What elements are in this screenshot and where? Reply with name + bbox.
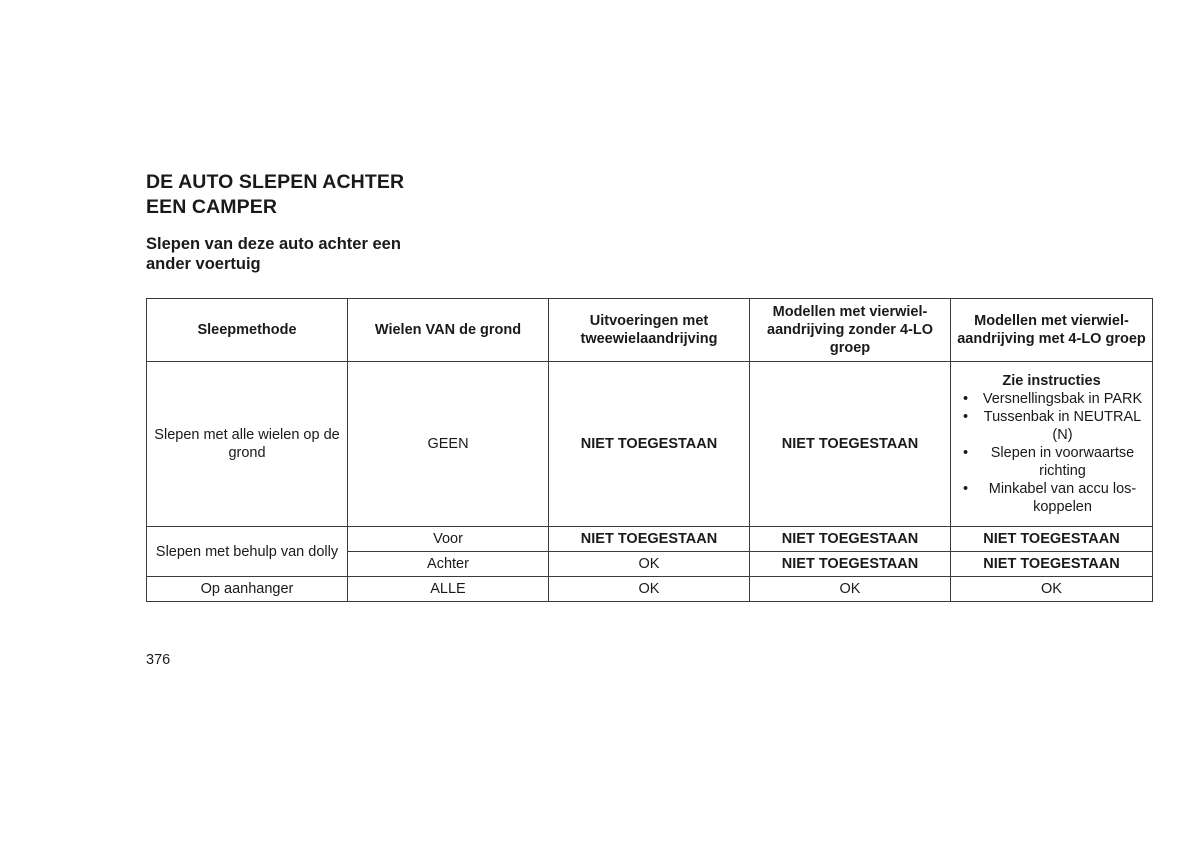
list-item: • Slepen in voorwaartse richting — [963, 445, 1135, 479]
cell-method-dolly: Slepen met behulp van dolly — [147, 527, 348, 577]
cell-wheels-dolly-rear: Achter — [348, 552, 549, 577]
sub-title-line-1: Slepen van deze auto achter een — [146, 235, 401, 253]
table-row — [147, 577, 1153, 602]
list-item: • Tussenbak in NEUTRAL (N) — [963, 409, 1142, 443]
cell-wheels-all-wheels: GEEN — [348, 362, 549, 527]
page-number: 376 — [146, 652, 171, 668]
bullet-icon: • — [963, 445, 969, 461]
cell-4wd-no-lo-all-wheels: NIET TOEGESTAAN — [750, 362, 951, 527]
header-four-wheel-drive-4lo: Modellen met vierwiel-aandrijving met 4-LO groep — [951, 299, 1153, 362]
list-item: • Versnellingsbak in PARK — [963, 391, 1143, 407]
list-item: • Minkabel van accu los-koppelen — [963, 481, 1137, 515]
cell-2wd-trailer: OK — [549, 577, 750, 602]
cell-4wd-lo-dolly-front: NIET TOEGESTAAN — [951, 527, 1153, 552]
section-title — [146, 170, 404, 220]
header-wheels-off-ground: Wielen VAN de grond — [348, 299, 549, 362]
cell-wheels-trailer: ALLE — [348, 577, 549, 602]
cell-4wd-lo-instructions — [951, 362, 1153, 527]
bullet-icon: • — [963, 409, 969, 425]
table-header-row — [147, 299, 1153, 362]
cell-4wd-no-lo-dolly-front: NIET TOEGESTAAN — [750, 527, 951, 552]
section-title-line-2: EEN CAMPER — [146, 196, 278, 218]
bullet-icon: • — [963, 481, 969, 497]
sub-title-line-2: ander voertuig — [146, 255, 261, 273]
instructions-list — [957, 390, 1146, 516]
cell-4wd-lo-dolly-rear: NIET TOEGESTAAN — [951, 552, 1153, 577]
table-row — [147, 527, 1153, 552]
towing-table — [146, 298, 1153, 602]
sub-title — [146, 234, 401, 274]
cell-4wd-no-lo-dolly-rear: NIET TOEGESTAAN — [750, 552, 951, 577]
instructions-title: Zie instructies — [1002, 373, 1101, 389]
cell-4wd-no-lo-trailer: OK — [750, 577, 951, 602]
table-row — [147, 362, 1153, 527]
cell-2wd-all-wheels: NIET TOEGESTAAN — [549, 362, 750, 527]
bullet-icon: • — [963, 391, 969, 407]
header-four-wheel-drive-no-4lo: Modellen met vierwiel-aandrijving zonder 4-LO groep — [750, 299, 951, 362]
cell-wheels-dolly-front: Voor — [348, 527, 549, 552]
cell-4wd-lo-trailer: OK — [951, 577, 1153, 602]
cell-2wd-dolly-front: NIET TOEGESTAAN — [549, 527, 750, 552]
header-tow-method: Sleepmethode — [147, 299, 348, 362]
cell-method-trailer: Op aanhanger — [147, 577, 348, 602]
section-title-line-1: DE AUTO SLEPEN ACHTER — [146, 171, 405, 193]
cell-2wd-dolly-rear: OK — [549, 552, 750, 577]
header-two-wheel-drive: Uitvoeringen met tweewielaandrijving — [549, 299, 750, 362]
cell-method-all-wheels: Slepen met alle wielen op de grond — [147, 362, 348, 527]
